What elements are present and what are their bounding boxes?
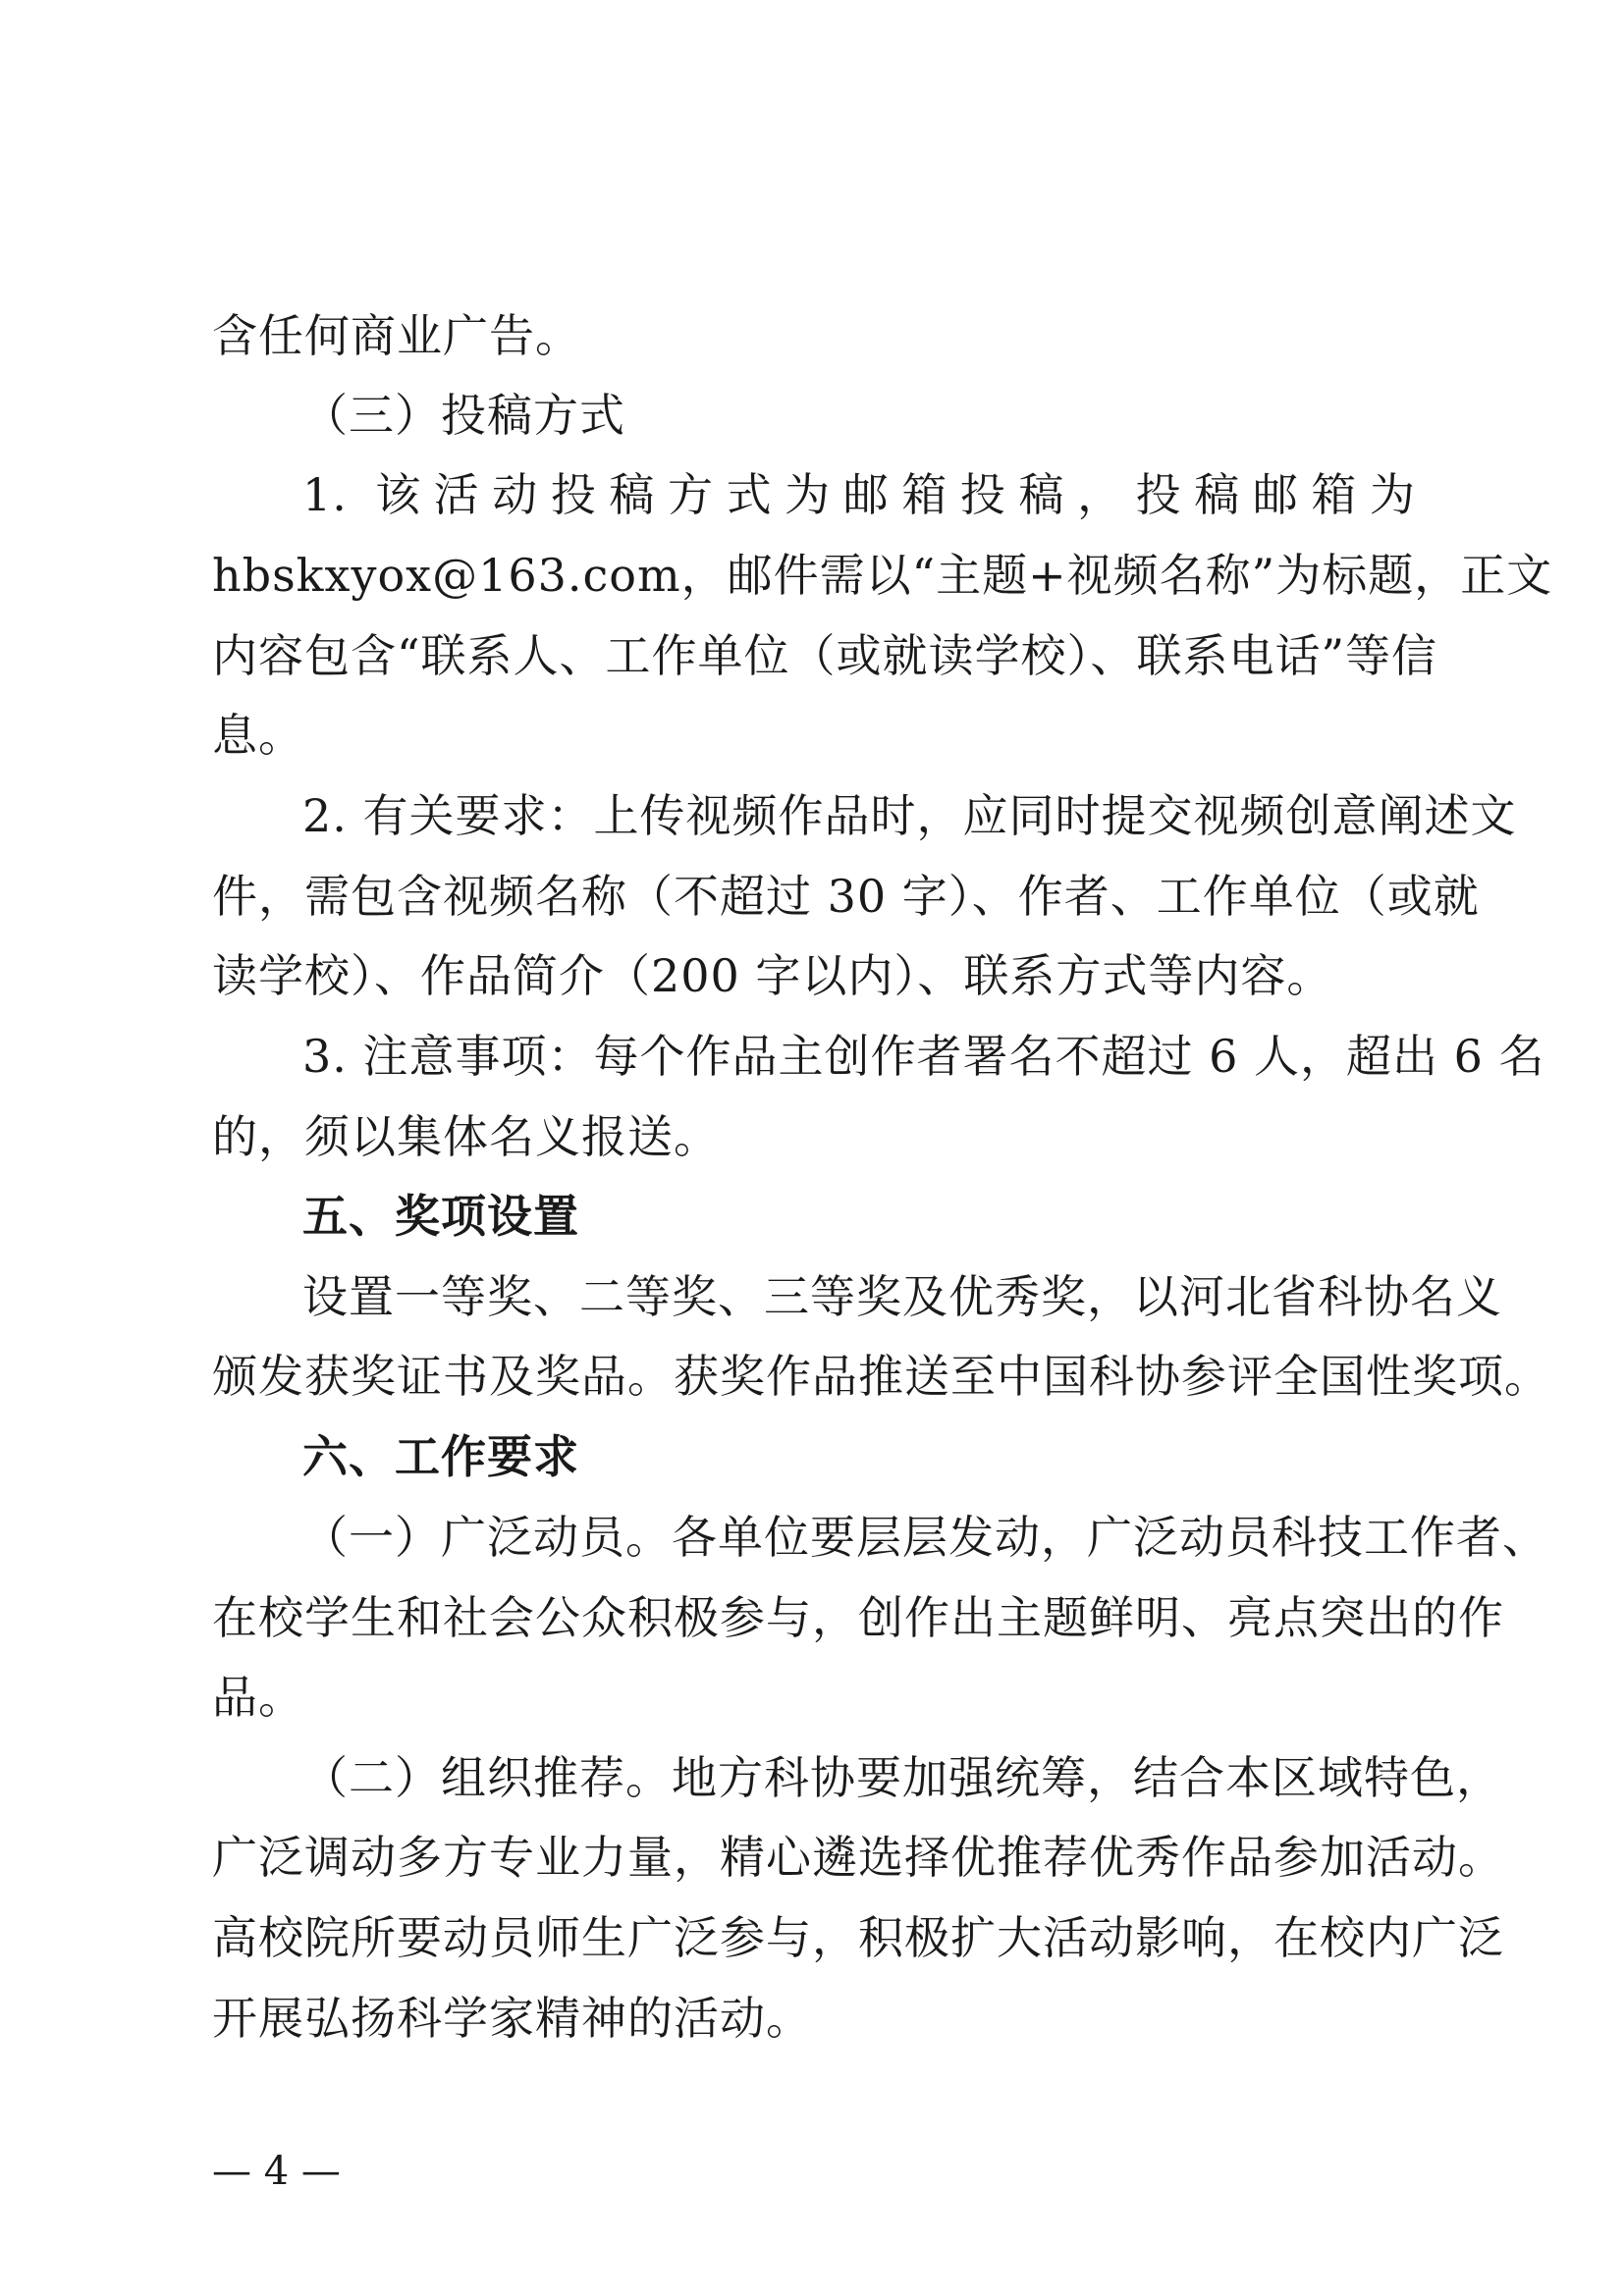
text-line: 高校院所要动员师生广泛参与，积极扩大活动影响，在校内广泛 [212, 1911, 1504, 1964]
section-heading-requirements: 六、工作要求 [302, 1430, 579, 1483]
text-line: 3. 注意事项：每个作品主创作者署名不超过 6 人，超出 6 名 [302, 1030, 1545, 1083]
text-line: 件，需包含视频名称（不超过 30 字）、作者、工作单位（或就 [212, 870, 1480, 923]
text-line: 颁发获奖证书及奖品。获奖作品推送至中国科协参评全国性奖项。 [212, 1350, 1550, 1403]
page-number: — 4 — [212, 2149, 341, 2194]
text-line: 2. 有关要求：上传视频作品时，应同时提交视频创意阐述文 [302, 789, 1517, 842]
text-line: 广泛调动多方专业力量，精心遴选择优推荐优秀作品参加活动。 [212, 1831, 1504, 1884]
text-line: （一）广泛动员。各单位要层层发动，广泛动员科技工作者、 [302, 1511, 1548, 1564]
text-line: 品。 [212, 1671, 304, 1724]
text-line: 含任何商业广告。 [212, 309, 581, 362]
text-line: 在校学生和社会公众积极参与，创作出主题鲜明、亮点突出的作 [212, 1591, 1504, 1644]
text-line: 1. 该活动投稿方式为邮箱投稿，投稿邮箱为 [302, 468, 1416, 521]
subsection-heading: （三）投稿方式 [302, 389, 625, 442]
text-line: （二）组织推荐。地方科协要加强统筹，结合本区域特色， [302, 1751, 1502, 1804]
text-line: 读学校）、作品简介（200 字以内）、联系方式等内容。 [212, 949, 1333, 1002]
text-line: 内容包含“联系人、工作单位（或就读学校）、联系电话”等信 [212, 629, 1438, 682]
text-line: 的，须以集体名义报送。 [212, 1110, 720, 1163]
text-line: 设置一等奖、二等奖、三等奖及优秀奖，以河北省科协名义 [302, 1270, 1502, 1323]
text-line: hbskxyox@163.com，邮件需以“主题+视频名称”为标题，正文 [212, 549, 1553, 602]
text-line: 息。 [212, 709, 304, 762]
section-heading-awards: 五、奖项设置 [302, 1190, 579, 1243]
text-line: 开展弘扬科学家精神的活动。 [212, 1992, 812, 2045]
